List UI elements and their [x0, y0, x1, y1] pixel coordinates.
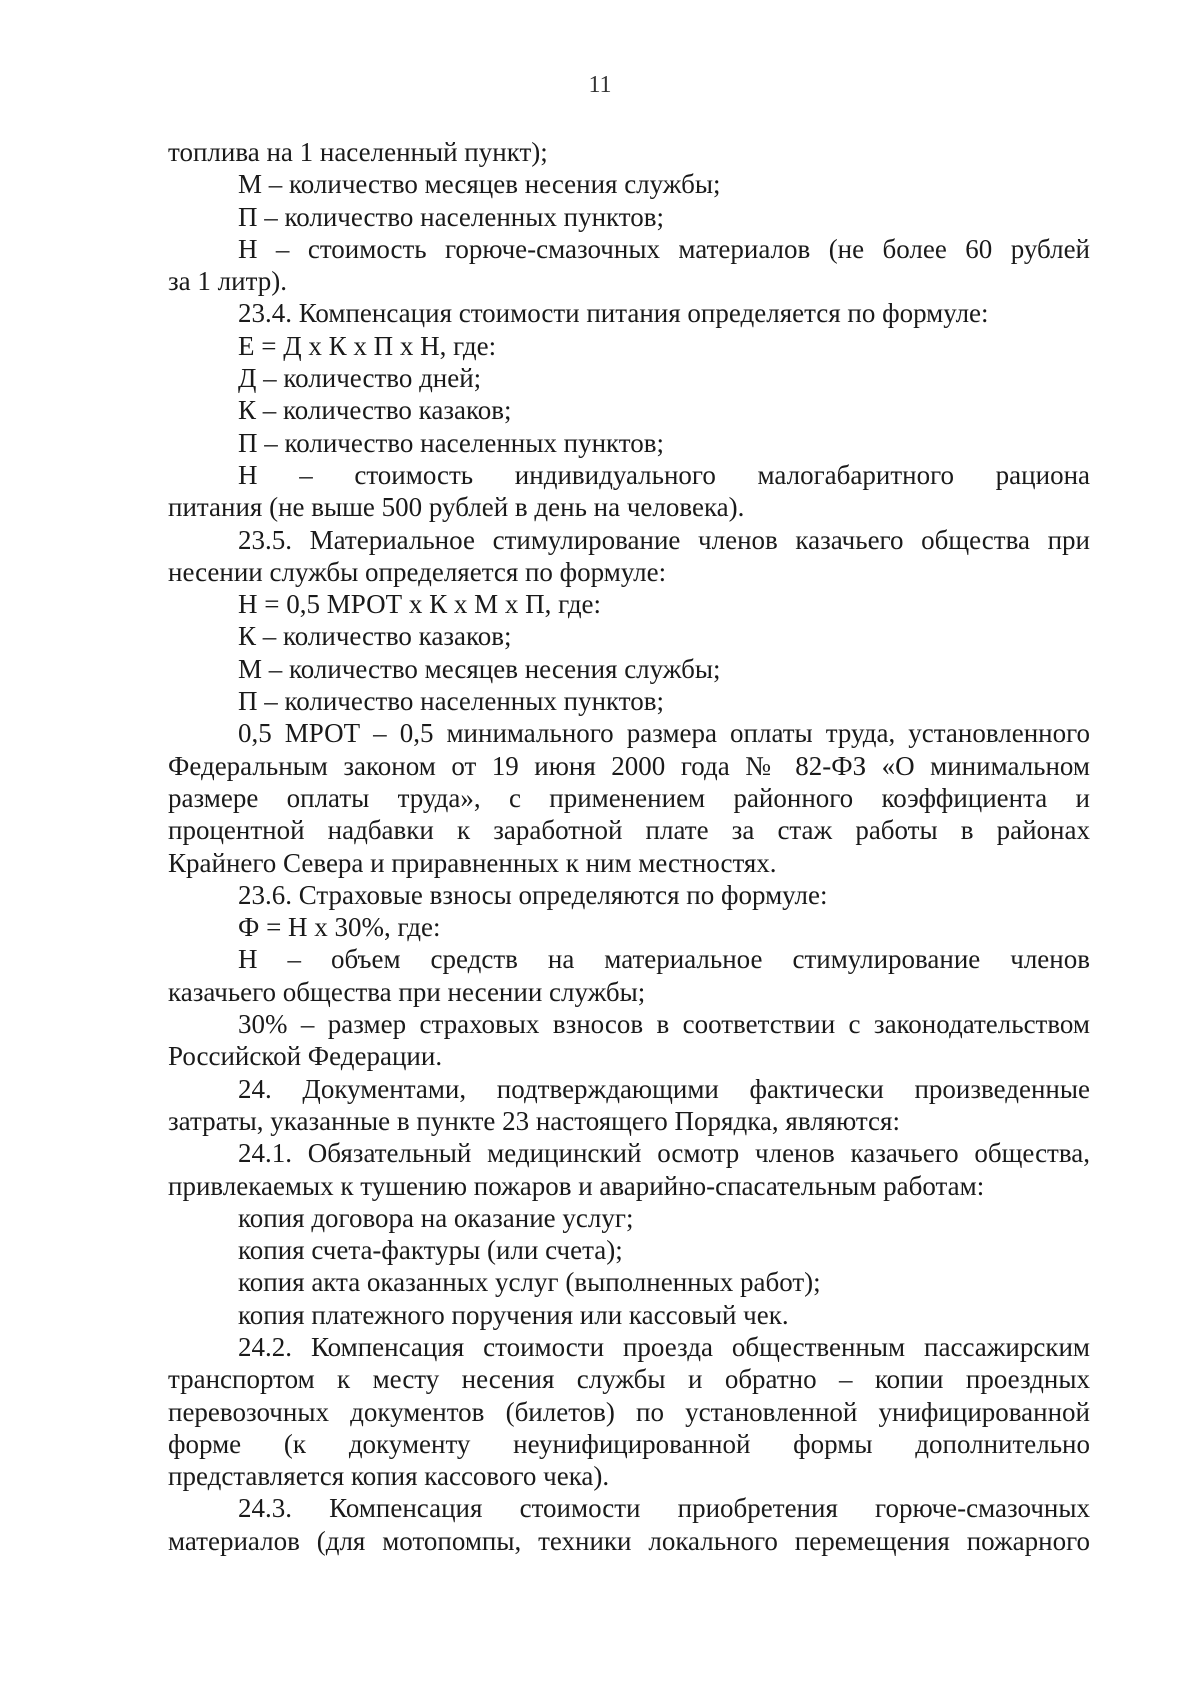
- text-line: представляется копия кассового чека).: [168, 1461, 610, 1492]
- text-line: К – количество казаков;: [238, 395, 512, 426]
- text-line: Российской Федерации.: [168, 1041, 443, 1072]
- text-line: копия договора на оказание услуг;: [238, 1202, 634, 1233]
- text-line: копия счета-фактуры (или счета);: [238, 1235, 623, 1266]
- text-line: 23.5. Материальное стимулирование членов казачьего общества при: [238, 524, 1090, 555]
- text-line: Д – количество дней;: [238, 363, 482, 394]
- text-line: копия акта оказанных услуг (выполненных работ);: [238, 1267, 821, 1298]
- text-line: 0,5 МРОТ – 0,5 минимального размера оплаты труда, установленного: [238, 718, 1090, 749]
- text-line: 24. Документами, подтверждающими фактически произведенные: [238, 1073, 1090, 1104]
- document-body: [168, 136, 1090, 1557]
- text-line: Крайнего Севера и приравненных к ним местностях.: [168, 847, 777, 878]
- text-line: питания (не выше 500 рублей в день на человека).: [168, 492, 745, 523]
- text-line: 23.6. Страховые взносы определяются по формуле:: [238, 879, 828, 910]
- text-line: П – количество населенных пунктов;: [238, 686, 664, 717]
- text-line: размере оплаты труда», с применением районного коэффициента и: [168, 782, 1090, 813]
- text-line: М – количество месяцев несения службы;: [238, 169, 721, 200]
- text-line: 24.3. Компенсация стоимости приобретения горюче-смазочных: [238, 1493, 1090, 1524]
- text-line: транспортом к месту несения службы и обратно – копии проездных: [168, 1364, 1090, 1395]
- text-line: материалов (для мотопомпы, техники локального перемещения пожарного: [168, 1525, 1090, 1556]
- text-line: 23.4. Компенсация стоимости питания определяется по формуле:: [238, 298, 989, 329]
- text-line: несении службы определяется по формуле:: [168, 556, 667, 587]
- text-line: процентной надбавки к заработной плате за стаж работы в районах: [168, 815, 1090, 846]
- text-line: 24.2. Компенсация стоимости проезда общественным пассажирским: [238, 1331, 1090, 1362]
- text-line: топлива на 1 населенный пункт);: [168, 137, 548, 167]
- text-line: перевозочных документов (билетов) по установленной унифицированной: [168, 1396, 1090, 1427]
- text-line: П – количество населенных пунктов;: [238, 427, 664, 458]
- text-line: Ф = Н х 30%, где:: [238, 912, 441, 943]
- text-line: Н – стоимость индивидуального малогабаритного рациона: [238, 459, 1090, 490]
- text-line: П – количество населенных пунктов;: [238, 201, 664, 232]
- text-line: затраты, указанные в пункте 23 настоящего Порядка, являются:: [168, 1105, 900, 1136]
- text-line: привлекаемых к тушению пожаров и аварийно-спасательным работам:: [168, 1170, 985, 1201]
- text-line: Н = 0,5 МРОТ х К х М х П, где:: [238, 589, 602, 620]
- text-line: Федеральным законом от 19 июня 2000 года № 82-ФЗ «О минимальном: [168, 750, 1090, 781]
- text-line: за 1 литр).: [168, 266, 287, 297]
- text-line: 30% – размер страховых взносов в соответствии с законодательством: [238, 1009, 1090, 1040]
- text-line: копия платежного поручения или кассовый чек.: [238, 1299, 789, 1330]
- page-number: 11: [588, 72, 612, 98]
- text-line: 24.1. Обязательный медицинский осмотр членов казачьего общества,: [238, 1138, 1090, 1169]
- text-line: Е = Д х К х П х Н, где:: [238, 330, 497, 361]
- text-line: Н – объем средств на материальное стимулирование членов: [238, 944, 1090, 975]
- text-line: казачьего общества при несении службы;: [168, 976, 646, 1007]
- text-line: Н – стоимость горюче-смазочных материалов (не более 60 рублей: [238, 233, 1090, 264]
- text-line: К – количество казаков;: [238, 621, 512, 652]
- text-line: форме (к документу неунифицированной формы дополнительно: [168, 1428, 1090, 1459]
- text-line: М – количество месяцев несения службы;: [238, 653, 721, 684]
